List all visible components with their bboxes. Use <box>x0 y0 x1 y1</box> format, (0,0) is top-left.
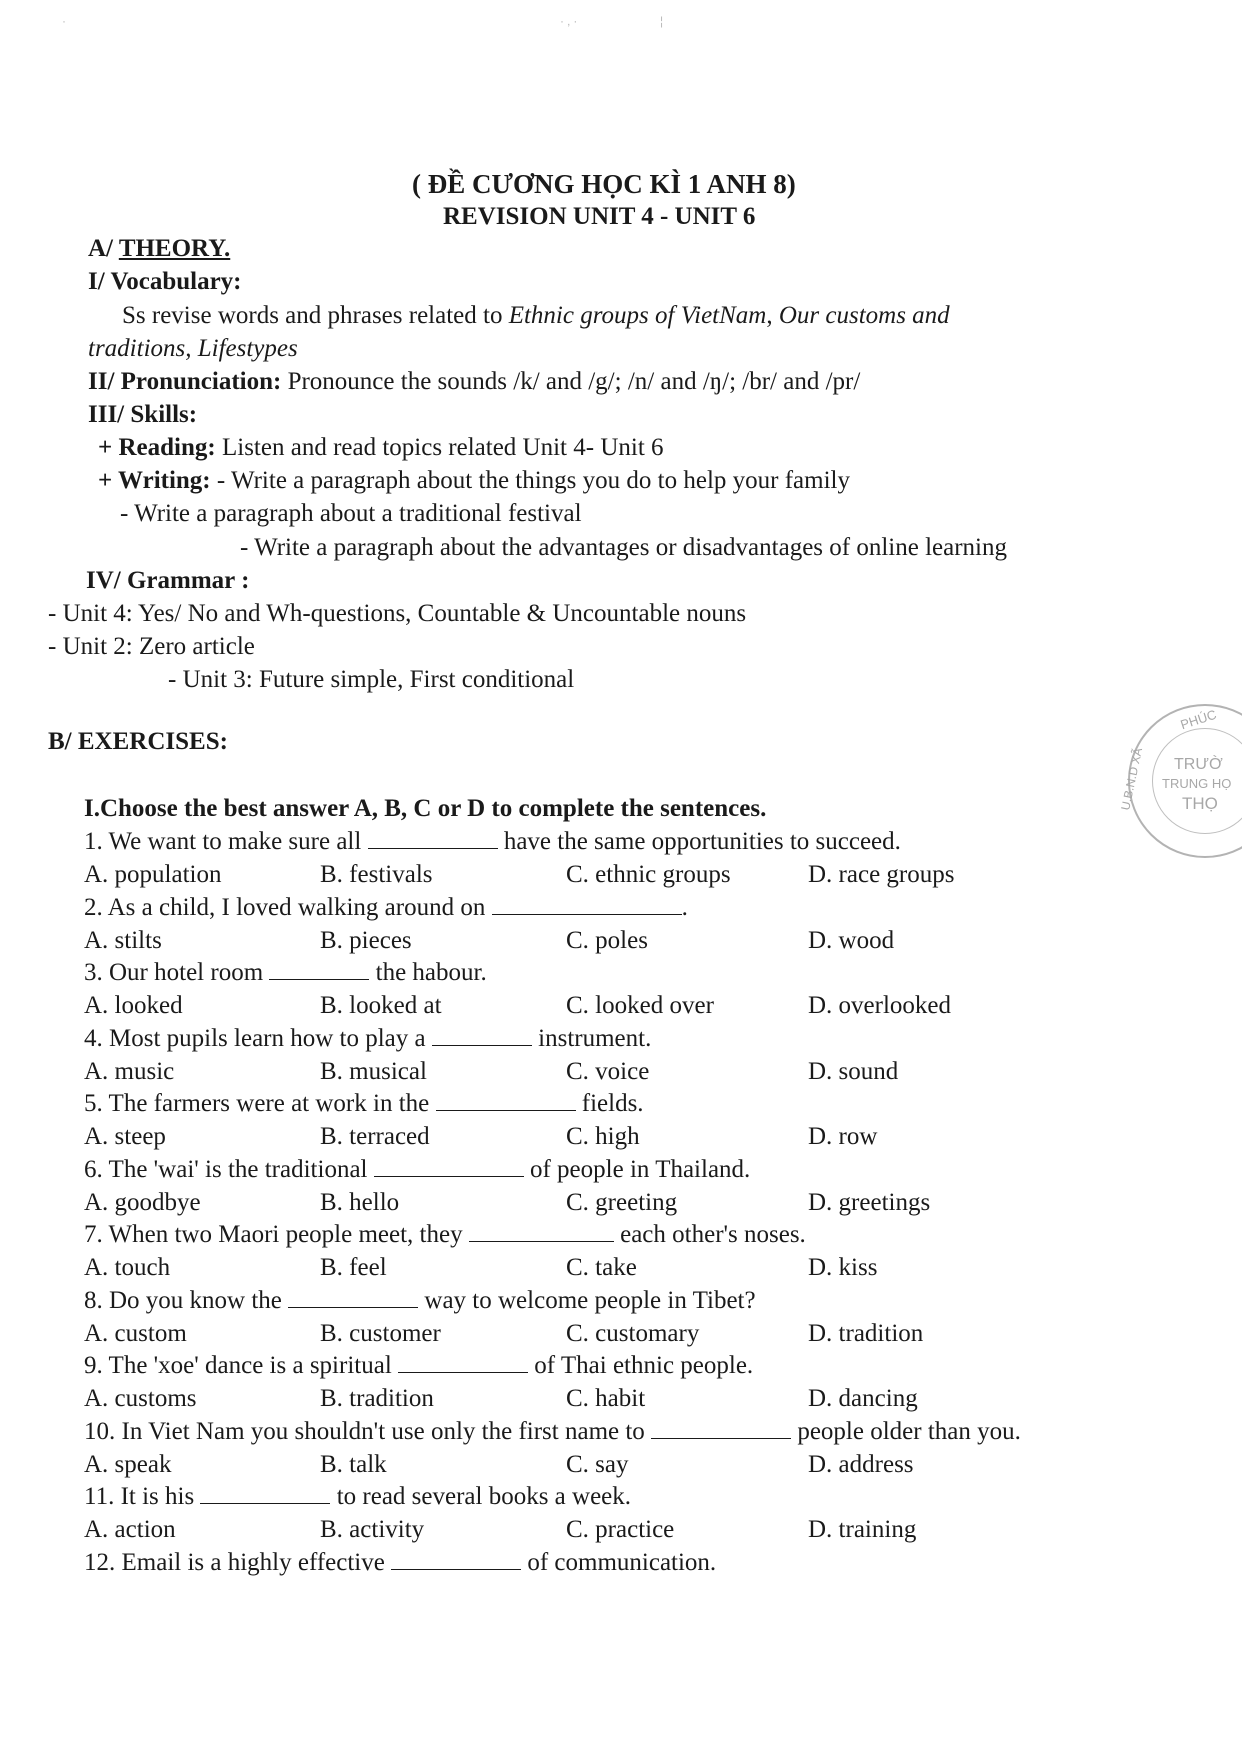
question-12 <box>84 1548 716 1578</box>
answer-blank[interactable] <box>269 959 369 980</box>
scan-mark: ¦ <box>660 14 664 28</box>
question-text: 3. Our hotel room <box>84 959 270 986</box>
vocabulary-topic-2: Our customs and <box>778 302 950 329</box>
scan-mark: · ‚ · <box>560 14 578 28</box>
pronunciation-heading: II/ Pronunciation: <box>88 368 282 395</box>
option-c[interactable]: C. poles <box>566 927 648 954</box>
question-7 <box>84 1220 806 1250</box>
question-text: 12. Email is a highly effective <box>84 1549 392 1576</box>
vocabulary-topic-1: Ethnic groups of VietNam <box>508 302 767 329</box>
document-subtitle: REVISION UNIT 4 - UNIT 6 <box>443 203 756 230</box>
option-d[interactable]: D. training <box>808 1516 917 1543</box>
writing-line <box>98 466 850 496</box>
option-a[interactable]: A. stilts <box>84 927 162 954</box>
question-text-end: fields. <box>575 1090 644 1117</box>
question-text-end: . <box>681 894 688 921</box>
question-text-end: have the same opportunities to succeed. <box>497 828 901 855</box>
stamp-ring-top: PHÚC <box>1178 706 1219 733</box>
question-text: 10. In Viet Nam you shouldn't use only the first name to <box>84 1418 652 1445</box>
theory-heading <box>88 234 230 264</box>
option-b[interactable]: B. activity <box>320 1516 425 1543</box>
option-a[interactable]: A. speak <box>84 1451 172 1478</box>
question-text: 6. The 'wai' is the traditional <box>84 1156 374 1183</box>
grammar-item-2: - Unit 2: Zero article <box>48 633 255 660</box>
question-text-end: each other's noses. <box>613 1221 806 1248</box>
option-d[interactable]: D. dancing <box>808 1385 918 1412</box>
writing-text: - Write a paragraph about the things you do to help your family <box>210 467 850 494</box>
stamp-ring-left: U.B.N.D XÃ <box>1118 746 1146 812</box>
stamp-line-3: THỌ <box>1182 794 1218 813</box>
exercises-heading: B/ EXERCISES: <box>48 728 228 755</box>
school-stamp <box>1118 704 1242 858</box>
vocabulary-heading: I/ Vocabulary: <box>88 268 242 295</box>
option-b[interactable]: B. hello <box>320 1189 400 1216</box>
answer-blank[interactable] <box>368 828 498 849</box>
option-c[interactable]: C. voice <box>566 1058 650 1085</box>
part-1-instruction: I.Choose the best answer A, B, C or D to complete the sentences. <box>84 795 767 822</box>
answer-blank[interactable] <box>398 1352 528 1373</box>
grammar-item-1: - Unit 4: Yes/ No and Wh-questions, Countable & Uncountable nouns <box>48 600 747 627</box>
option-c[interactable]: C. take <box>566 1254 637 1281</box>
theory-prefix: A/ <box>88 235 119 262</box>
document-title: ( ĐỀ CƯƠNG HỌC KÌ 1 ANH 8) <box>412 169 796 199</box>
question-5 <box>84 1089 644 1119</box>
option-d[interactable]: D. tradition <box>808 1320 924 1347</box>
stamp-line-1: TRƯỜ <box>1174 756 1223 773</box>
question-text-end: of Thai ethnic people. <box>528 1352 754 1379</box>
answer-blank[interactable] <box>469 1221 614 1242</box>
question-3 <box>84 958 487 988</box>
answer-blank[interactable] <box>436 1090 576 1111</box>
option-c[interactable]: C. high <box>566 1123 640 1150</box>
vocabulary-text-line2: traditions, Lifestypes <box>88 335 298 362</box>
reading-text: Listen and read topics related Unit 4- Unit 6 <box>215 434 664 461</box>
option-d[interactable]: D. greetings <box>808 1189 931 1216</box>
skills-heading: III/ Skills: <box>88 401 198 428</box>
option-d[interactable]: D. race groups <box>808 861 955 888</box>
question-text-end: of communication. <box>521 1549 717 1576</box>
pronunciation-line <box>88 367 860 397</box>
answer-blank[interactable] <box>288 1287 418 1308</box>
option-a[interactable]: A. steep <box>84 1123 166 1150</box>
option-d[interactable]: D. address <box>808 1451 914 1478</box>
question-8 <box>84 1286 756 1316</box>
answer-blank[interactable] <box>651 1418 791 1439</box>
scan-mark: · <box>62 14 66 28</box>
option-a[interactable]: A. looked <box>84 992 183 1019</box>
question-text-end: people older than you. <box>791 1418 1021 1445</box>
reading-line <box>98 433 664 463</box>
option-d[interactable]: D. kiss <box>808 1254 878 1281</box>
question-1 <box>84 827 901 857</box>
question-9 <box>84 1351 753 1381</box>
question-text: 11. It is his <box>84 1483 201 1510</box>
answer-blank[interactable] <box>492 894 682 915</box>
option-b[interactable]: B. looked at <box>320 992 442 1019</box>
option-b[interactable]: B. festivals <box>320 861 433 888</box>
option-b[interactable]: B. pieces <box>320 927 412 954</box>
option-a[interactable]: A. music <box>84 1058 175 1085</box>
option-a[interactable]: A. custom <box>84 1320 187 1347</box>
option-a[interactable]: A. action <box>84 1516 176 1543</box>
question-text-end: way to welcome people in Tibet? <box>418 1287 756 1314</box>
vocabulary-lead: Ss revise words and phrases related to <box>122 302 509 329</box>
option-a[interactable]: A. goodbye <box>84 1189 201 1216</box>
grammar-heading: IV/ Grammar : <box>86 567 250 594</box>
question-text-end: to read several books a week. <box>330 1483 632 1510</box>
answer-blank[interactable] <box>374 1156 524 1177</box>
answer-blank[interactable] <box>200 1483 330 1504</box>
option-b[interactable]: B. terraced <box>320 1123 430 1150</box>
theory-title: THEORY. <box>118 235 231 262</box>
vocabulary-sep: , <box>766 302 779 329</box>
question-text: 9. The 'xoe' dance is a spiritual <box>84 1352 399 1379</box>
option-a[interactable]: A. touch <box>84 1254 171 1281</box>
vocabulary-text <box>122 301 950 331</box>
question-4 <box>84 1024 651 1054</box>
writing-heading: + Writing: <box>98 467 211 494</box>
option-c[interactable]: C. habit <box>566 1385 646 1412</box>
option-c[interactable]: C. say <box>566 1451 629 1478</box>
option-d[interactable]: D. row <box>808 1123 878 1150</box>
option-a[interactable]: A. customs <box>84 1385 197 1412</box>
question-text-end: instrument. <box>531 1025 652 1052</box>
option-d[interactable]: D. wood <box>808 927 895 954</box>
writing-item-3: - Write a paragraph about the advantages or disadvantages of online learning <box>240 534 1007 561</box>
question-text: 8. Do you know the <box>84 1287 289 1314</box>
question-text-end: the habour. <box>369 959 487 986</box>
option-b[interactable]: B. feel <box>320 1254 387 1281</box>
reading-heading: + Reading: <box>98 434 216 461</box>
question-text: 2. As a child, I loved walking around on <box>84 894 492 921</box>
question-11 <box>84 1482 631 1512</box>
question-2 <box>84 893 688 923</box>
question-text: 1. We want to make sure all <box>84 828 368 855</box>
question-text: 5. The farmers were at work in the <box>84 1090 436 1117</box>
writing-item-2: - Write a paragraph about a traditional festival <box>120 500 582 527</box>
question-text: 4. Most pupils learn how to play a <box>84 1025 432 1052</box>
question-10 <box>84 1417 1021 1447</box>
option-d[interactable]: D. sound <box>808 1058 899 1085</box>
option-b[interactable]: B. tradition <box>320 1385 434 1412</box>
option-c[interactable]: C. customary <box>566 1320 700 1347</box>
answer-blank[interactable] <box>391 1549 521 1570</box>
answer-blank[interactable] <box>432 1025 532 1046</box>
option-c[interactable]: C. greeting <box>566 1189 678 1216</box>
question-text-end: of people in Thailand. <box>523 1156 751 1183</box>
grammar-item-3: - Unit 3: Future simple, First conditional <box>168 666 575 693</box>
option-a[interactable]: A. population <box>84 861 222 888</box>
option-c[interactable]: C. looked over <box>566 992 714 1019</box>
question-6 <box>84 1155 750 1185</box>
option-b[interactable]: B. customer <box>320 1320 441 1347</box>
stamp-line-2: TRUNG HỌ <box>1162 776 1232 791</box>
question-text: 7. When two Maori people meet, they <box>84 1221 469 1248</box>
option-b[interactable]: B. talk <box>320 1451 387 1478</box>
option-c[interactable]: C. ethnic groups <box>566 861 731 888</box>
option-c[interactable]: C. practice <box>566 1516 675 1543</box>
option-b[interactable]: B. musical <box>320 1058 427 1085</box>
pronunciation-text: Pronounce the sounds /k/ and /g/; /n/ and /ŋ/; /br/ and /pr/ <box>281 368 861 395</box>
option-d[interactable]: D. overlooked <box>808 992 952 1019</box>
